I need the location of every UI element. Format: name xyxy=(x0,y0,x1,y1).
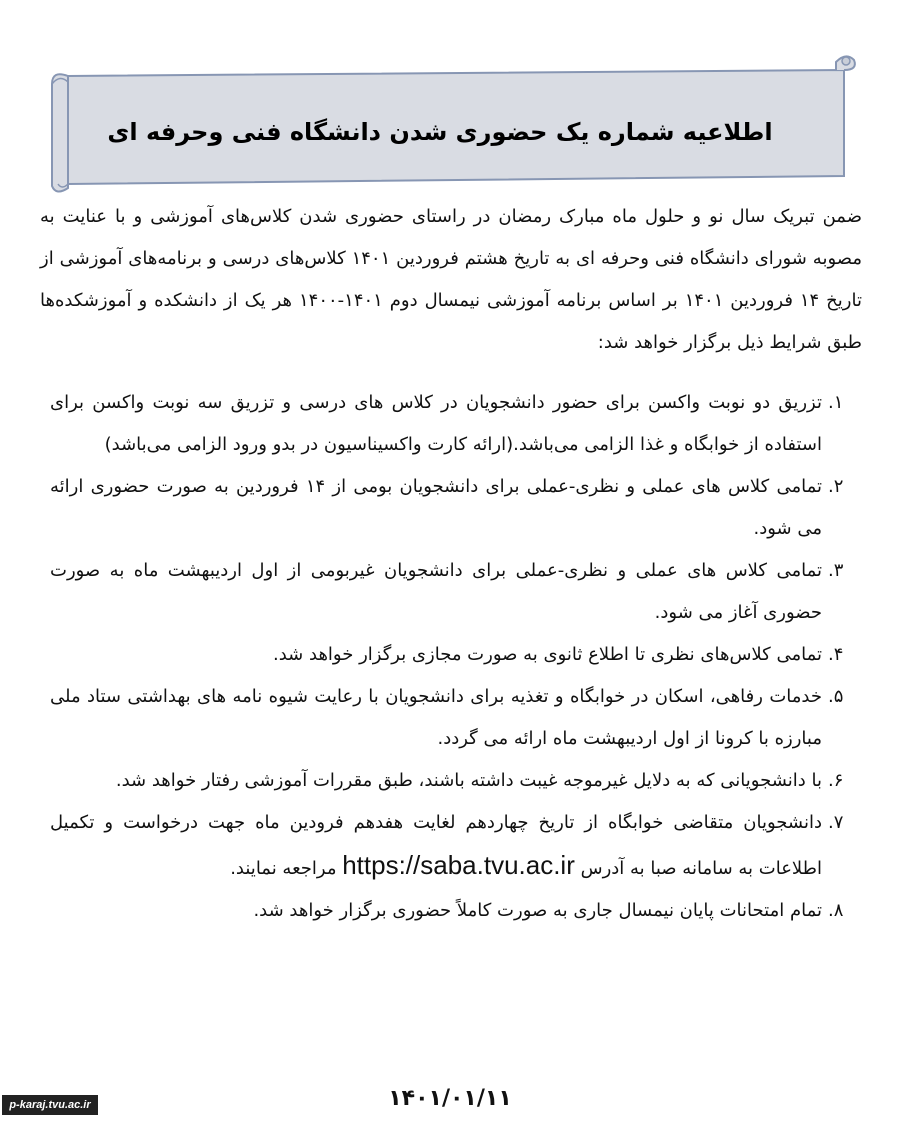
list-item xyxy=(50,466,862,550)
item-number: ۵. xyxy=(828,686,844,707)
item-text: تمامی کلاس‌های نظری تا اطلاع ثانوی به صورت مجازی برگزار خواهد شد. xyxy=(273,644,822,665)
item-text: خدمات رفاهی، اسکان در خوابگاه و تغذیه برای دانشجویان با رعایت شیوه نامه های بهداشتی ستاد ملی مبارزه با کرونا از اول اردیبهشت ماه ارائه می گردد. xyxy=(50,686,822,749)
list-item xyxy=(50,676,862,760)
item-text: با دانشجویانی که به دلایل غیرموجه غیبت داشته باشند، طبق مقررات آموزشی رفتار خواهد شد. xyxy=(115,770,822,791)
item-number: ۸. xyxy=(828,900,844,921)
item-text-after: مراجعه نمایند. xyxy=(230,858,343,879)
item-text: تمامی کلاس های عملی و نظری-عملی برای دانشجویان غیربومی از اول اردیبهشت ماه به صورت حضوری آغاز می شود. xyxy=(50,560,822,623)
announcement-date: ۱۴۰۱/۰۱/۱۱ xyxy=(388,1086,512,1111)
item-number: ۷. xyxy=(828,812,844,833)
saba-url-link[interactable]: https://saba.tvu.ac.ir xyxy=(342,850,575,880)
item-number: ۴. xyxy=(828,644,844,665)
item-number: ۱. xyxy=(828,392,844,413)
item-text: تمامی کلاس های عملی و نظری-عملی برای دانشجویان بومی از ۱۴ فروردین به صورت حضوری ارائه می شود. xyxy=(50,476,822,539)
list-item xyxy=(50,890,862,932)
intro-paragraph: ضمن تبریک سال نو و حلول ماه مبارک رمضان در راستای حضوری شدن کلاس‌های آموزشی و با عنایت به مصوبه شورای دانشگاه فنی وحرفه ای به تاریخ هشتم فروردین ۱۴۰۱ کلاس‌های درسی و برنامه‌های آموزشی از تاریخ ۱۴ فروردین ۱۴۰۱ بر اساس برنامه آموزشی نیمسال دوم ۱۴۰۱-۱۴۰۰ هر یک از دانشکده و آموزشکده‌ها طبق شرایط ذیل برگزار خواهد شد: xyxy=(40,206,863,353)
list-item xyxy=(50,550,862,634)
item-text-before: دانشجویان متقاضی خوابگاه از تاریخ چهاردهم لغایت هفدهم فرودین ماه جهت درخواست و تکمیل اطلاعات به سامانه صبا به آدرس xyxy=(50,812,822,879)
item-text: تزریق دو نوبت واکسن برای حضور دانشجویان در کلاس های درسی و تزریق سه نوبت واکسن برای استفاده از خوابگاه و غذا الزامی می‌باشد.(ارائه کارت واکسیناسیون در بدو ورود الزامی می‌باشد) xyxy=(50,392,822,455)
list-item xyxy=(50,760,862,802)
page-title: اطلاعیه شماره یک حضوری شدن دانشگاه فنی وحرفه ای xyxy=(107,118,773,146)
item-number: ۲. xyxy=(828,476,844,497)
item-number: ۶. xyxy=(828,770,844,791)
conditions-list xyxy=(50,382,862,932)
list-item xyxy=(50,802,862,890)
site-badge[interactable]: p-karaj.tvu.ac.ir xyxy=(2,1095,98,1115)
item-text: تمام امتحانات پایان نیمسال جاری به صورت کاملاً حضوری برگزار خواهد شد. xyxy=(253,900,822,921)
item-number: ۳. xyxy=(828,560,844,581)
list-item xyxy=(50,382,862,466)
list-item xyxy=(50,634,862,676)
